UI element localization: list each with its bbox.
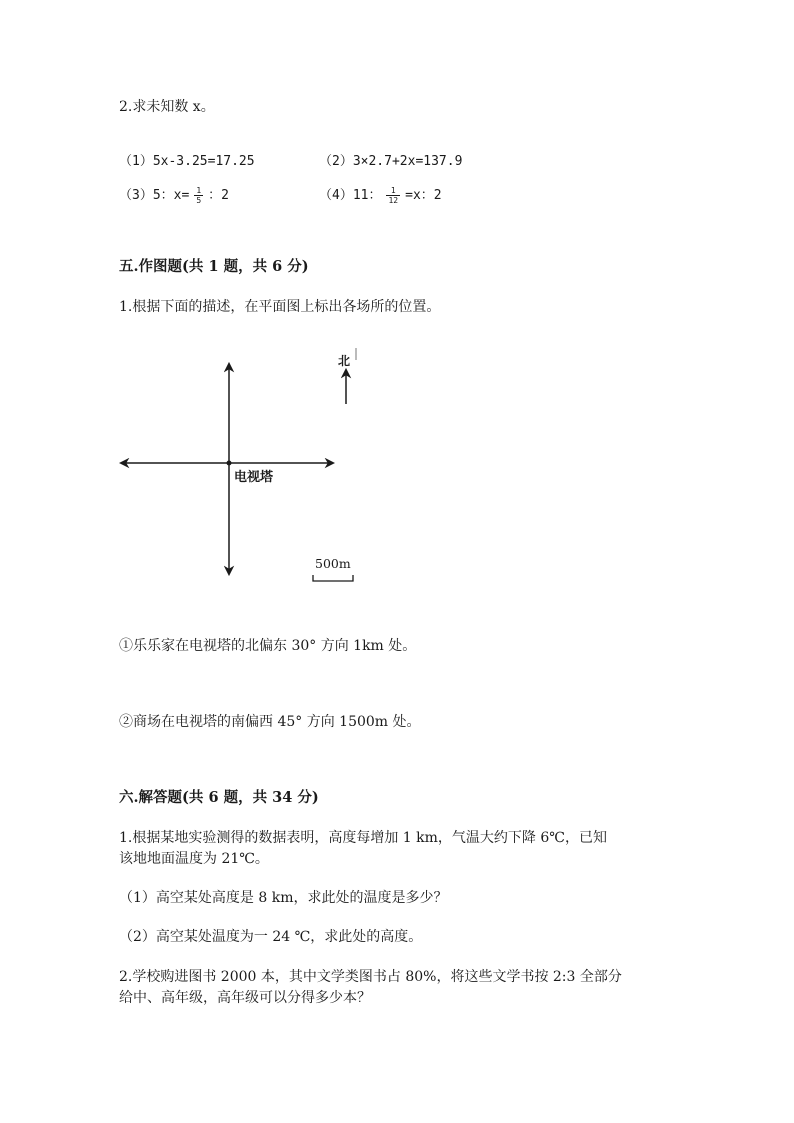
equation-4-post: =x：2 bbox=[405, 188, 442, 203]
fraction-numerator: 1 bbox=[386, 186, 400, 196]
fraction-denominator: 5 bbox=[196, 196, 202, 205]
equation-3-label: （3） bbox=[119, 188, 153, 203]
section-6-heading: 六.解答题(共 6 题，共 34 分) bbox=[119, 789, 319, 806]
section-6-question-1-line-2: 该地地面温度为 21℃。 bbox=[119, 851, 269, 867]
question-2-title: 2.求未知数 x。 bbox=[119, 99, 215, 115]
equation-4-pre: 11： bbox=[352, 188, 382, 203]
equation-2-label: （2） bbox=[319, 154, 353, 169]
equation-3-pre: 5：x= bbox=[152, 188, 190, 203]
section-6-question-2-line-2: 给中、高年级，高年级可以分得多少本？ bbox=[119, 990, 371, 1006]
section-5-item-1: ①乐乐家在电视塔的北偏东 30° 方向 1km 处。 bbox=[119, 638, 417, 654]
fraction-numerator: 1 bbox=[196, 186, 202, 195]
section-5-item-2: ②商场在电视塔的南偏西 45° 方向 1500m 处。 bbox=[119, 714, 421, 730]
scale-bar bbox=[313, 575, 353, 581]
equation-3-post: ：2 bbox=[208, 188, 229, 203]
tv-tower-point bbox=[227, 461, 232, 466]
section-6-question-2-line-1: 2.学校购进图书 2000 本，其中文学类图书占 80%，将这些文学书按 2:3 全部分 bbox=[119, 969, 622, 985]
equation-1-expr: 5x-3.25=17.25 bbox=[152, 154, 255, 169]
section-5-heading: 五.作图题(共 1 题，共 6 分) bbox=[119, 258, 309, 275]
scale-label: 500m bbox=[315, 556, 351, 571]
equation-1-label: （1） bbox=[119, 154, 153, 169]
section-5-question-1: 1.根据下面的描述，在平面图上标出各场所的位置。 bbox=[119, 299, 441, 315]
equation-4-label: （4） bbox=[319, 188, 353, 203]
section-6-question-1-line-1: 1.根据某地实验测得的数据表明，高度每增加 1 km，气温大约下降 6℃，已知 bbox=[119, 830, 607, 846]
section-6-question-1-sub-2: （2）高空某处温度为一 24 ℃，求此处的高度。 bbox=[119, 929, 423, 945]
section-6-question-1-sub-1: （1）高空某处高度是 8 km，求此处的温度是多少？ bbox=[119, 890, 448, 906]
north-label: 北 bbox=[338, 354, 351, 368]
equation-2-expr: 3×2.7+2x=137.9 bbox=[352, 154, 463, 169]
fraction-denominator: 12 bbox=[388, 196, 399, 205]
tv-tower-label: 电视塔 bbox=[234, 470, 274, 485]
